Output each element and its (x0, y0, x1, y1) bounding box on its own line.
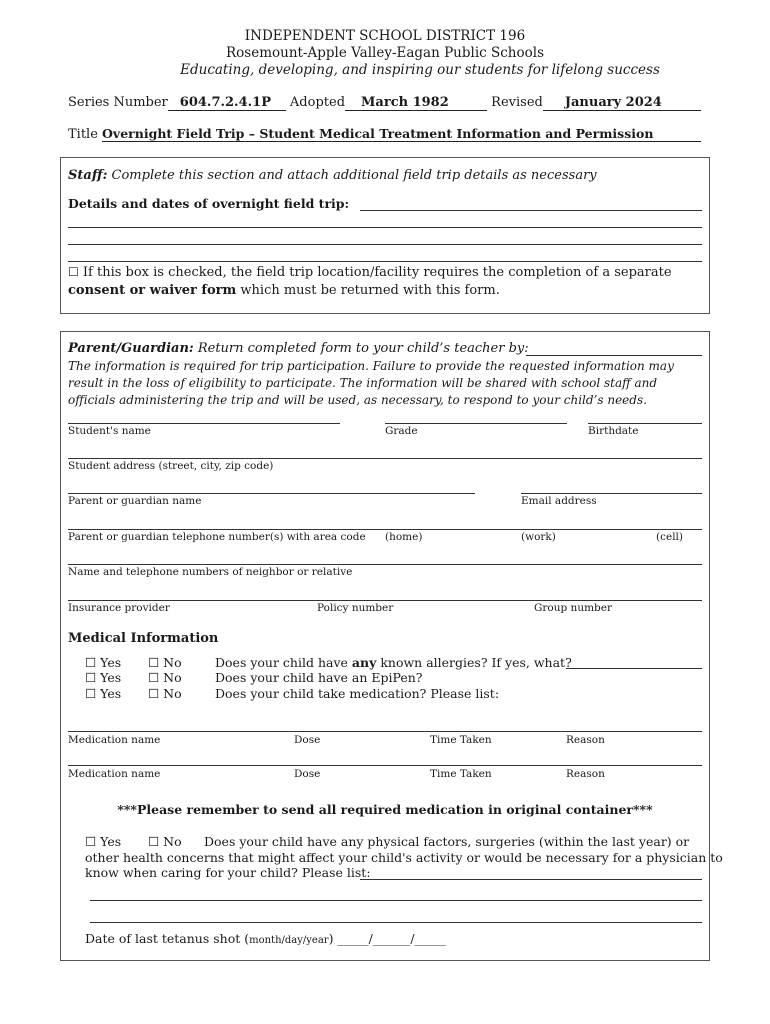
time-taken-label: Time Taken (430, 768, 492, 780)
cell-phone-label: (cell) (656, 531, 684, 543)
medication-line[interactable] (68, 765, 702, 766)
physical-question: Does your child have any physical factors, surgeries (within the last year) or (204, 834, 690, 849)
address-label: Student address (street, city, zip code) (68, 460, 274, 472)
medication-line[interactable] (68, 731, 702, 732)
staff-heading: Staff: (68, 168, 108, 183)
physical-no[interactable]: ☐ No (148, 834, 182, 849)
consent-bold: consent or waiver form (68, 283, 237, 298)
home-phone-label: (home) (385, 531, 423, 543)
school-name: Rosemount-Apple Valley-Eagan Public Schools (225, 45, 544, 61)
revised-value: January 2024 (543, 96, 701, 111)
group-label: Group number (534, 602, 612, 614)
parent-instruction: Return completed form to your child’s teacher by: (197, 341, 529, 356)
allergy-question-text-end: known allergies? If yes, what? (376, 655, 572, 670)
insurance-line[interactable] (68, 600, 702, 601)
student-name-label: Student's name (68, 425, 151, 437)
parent-instruction-row (68, 341, 529, 356)
series-label: Series Number (68, 95, 168, 110)
adopted-label: Adopted (289, 95, 346, 110)
phone-line[interactable] (68, 529, 702, 530)
consent-checkbox[interactable]: ☐ (68, 265, 79, 279)
tetanus-date-input[interactable]: ) _____/______/_____ (328, 931, 446, 946)
trip-details-line[interactable] (68, 261, 702, 262)
allergy-yes[interactable]: ☐ Yes (85, 655, 122, 670)
title-row (68, 127, 701, 142)
allergy-no[interactable]: ☐ No (148, 655, 182, 670)
guardian-name-line[interactable] (68, 493, 475, 494)
trip-details-line[interactable] (68, 227, 702, 228)
email-label: Email address (521, 495, 597, 507)
phone-label: Parent or guardian telephone number(s) with area code (68, 531, 366, 543)
medication-question: Does your child take medication? Please list: (215, 686, 500, 701)
adopted-value: March 1982 (345, 96, 487, 111)
neighbor-line[interactable] (68, 564, 702, 565)
trip-details-label: Details and dates of overnight field trip: (68, 196, 350, 211)
address-line[interactable] (68, 458, 702, 459)
allergy-question (215, 655, 572, 670)
motto: Educating, developing, and inspiring our students for lifelong success (180, 62, 660, 78)
guardian-name-label: Parent or guardian name (68, 495, 202, 507)
physical-question-end: know when caring for your child? Please list: (85, 865, 371, 880)
physical-question-cont: other health concerns that might affect your child's activity or would be necessary for a physician to (85, 850, 723, 865)
parent-heading: Parent/Guardian: (68, 341, 194, 356)
dose-label: Dose (294, 768, 321, 780)
student-name-line[interactable] (68, 423, 340, 424)
tetanus-format: month/day/year (249, 935, 329, 946)
physical-yes[interactable]: ☐ Yes (85, 834, 122, 849)
series-row (68, 95, 701, 111)
consent-text: If this box is checked, the field trip location/facility requires the completion of a separate (78, 265, 672, 280)
reason-label: Reason (566, 768, 605, 780)
allergy-line[interactable] (566, 668, 702, 669)
medical-heading: Medical Information (68, 631, 219, 646)
insurance-label: Insurance provider (68, 602, 170, 614)
consent-row-2 (68, 283, 500, 298)
health-concerns-line[interactable] (360, 879, 702, 880)
trip-details-line[interactable] (360, 210, 702, 211)
title-label: Title (68, 127, 98, 142)
time-taken-label: Time Taken (430, 734, 492, 746)
email-line[interactable] (521, 493, 702, 494)
epipen-question: Does your child have an EpiPen? (215, 670, 423, 685)
epipen-no[interactable]: ☐ No (148, 670, 182, 685)
medication-name-label: Medication name (68, 734, 161, 746)
consent-text-2: which must be returned with this form. (236, 283, 500, 298)
allergy-question-emphasis: any (351, 655, 377, 670)
medication-no[interactable]: ☐ No (148, 686, 182, 701)
birthdate-line[interactable] (588, 423, 702, 424)
staff-instruction: Complete this section and attach additional field trip details as necessary (111, 168, 597, 183)
district-name: INDEPENDENT SCHOOL DISTRICT 196 (244, 28, 526, 44)
title-value: Overnight Field Trip – Student Medical Treatment Information and Permission (102, 127, 701, 142)
medication-name-label: Medication name (68, 768, 161, 780)
reason-label: Reason (566, 734, 605, 746)
work-phone-label: (work) (521, 531, 556, 543)
grade-line[interactable] (385, 423, 567, 424)
health-concerns-line[interactable] (90, 922, 702, 923)
epipen-yes[interactable]: ☐ Yes (85, 670, 122, 685)
neighbor-label: Name and telephone numbers of neighbor or relative (68, 566, 353, 578)
birthdate-label: Birthdate (588, 425, 639, 437)
revised-label: Revised (491, 95, 543, 110)
tetanus-label: Date of last tetanus shot ( (85, 931, 250, 946)
staff-instruction-row (68, 168, 597, 183)
consent-row (68, 265, 672, 280)
allergy-question-text: Does your child have (215, 655, 352, 670)
tetanus-row (85, 931, 446, 946)
parent-paragraph: result in the loss of eligibility to participate. The information will be shared with school staff and (68, 376, 658, 390)
policy-label: Policy number (317, 602, 394, 614)
dose-label: Dose (294, 734, 321, 746)
return-date-line[interactable] (526, 355, 702, 356)
series-value: 604.7.2.4.1P (168, 96, 286, 111)
medication-reminder: ***Please remember to send all required medication in original container*** (117, 802, 653, 817)
parent-paragraph: The information is required for trip participation. Failure to provide the requested information may (68, 359, 674, 373)
parent-paragraph: officials administering the trip and will be used, as necessary, to respond to your child’s needs. (68, 393, 647, 407)
trip-details-line[interactable] (68, 244, 702, 245)
health-concerns-line[interactable] (90, 900, 702, 901)
medication-yes[interactable]: ☐ Yes (85, 686, 122, 701)
grade-label: Grade (385, 425, 418, 437)
